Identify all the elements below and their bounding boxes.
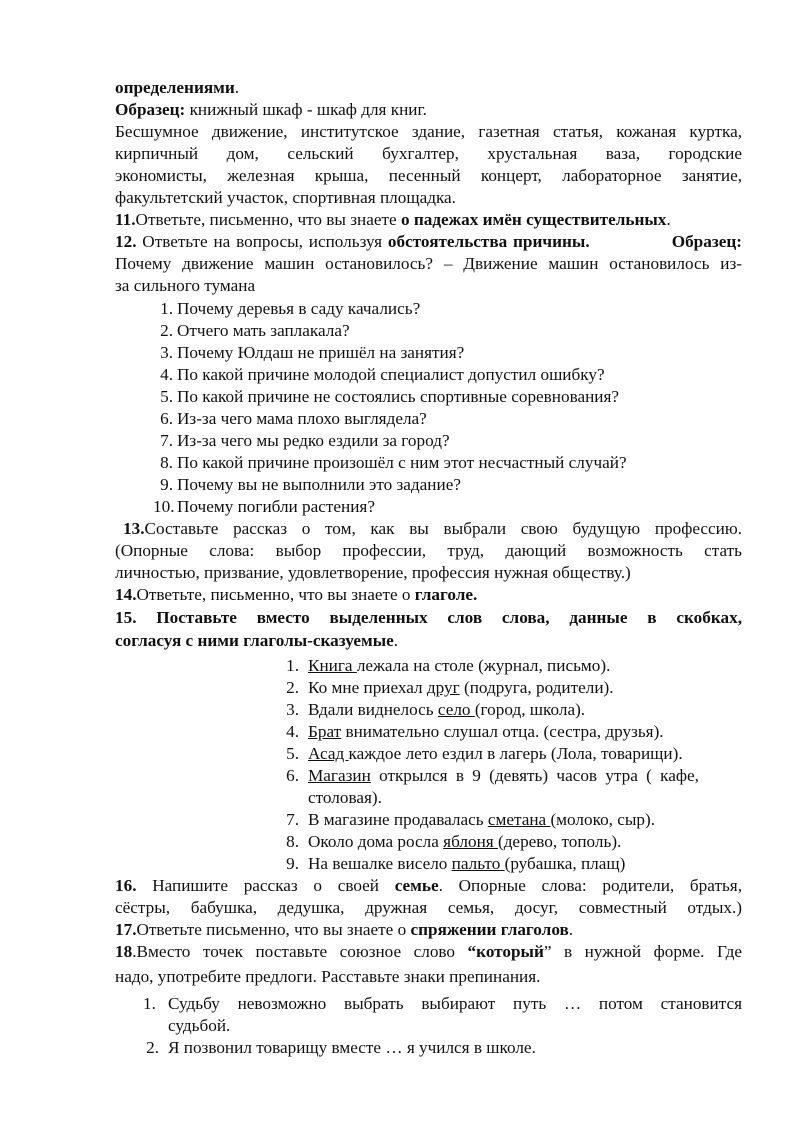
- highlighted-word: село: [437, 700, 475, 719]
- task-15-line-2: согласуя с ними глаголы-сказуемые.: [115, 631, 399, 650]
- highlighted-word: Асад: [308, 744, 349, 763]
- list-item: 2. Отчего мать заплакала?: [160, 321, 350, 340]
- list-item: 9. Почему вы не выполнили это задание?: [160, 475, 461, 494]
- highlighted-word: Магазин: [308, 766, 371, 785]
- highlighted-word: Брат: [308, 722, 342, 741]
- task-18-line-2: надо, употребите предлоги. Расставьте знаки препинания.: [115, 967, 541, 986]
- task-number: 14.: [115, 585, 137, 604]
- task-number: 13.: [123, 519, 145, 538]
- list-item: 7. Из-за чего мы редко ездили за город?: [160, 431, 450, 450]
- list-item: 8. Около дома росла яблоня (дерево, тополь).: [286, 832, 622, 851]
- sample-line: Образец: книжный шкаф - шкаф для книг.: [115, 100, 427, 119]
- phrases-line-1: Бесшумное движение, институтское здание, газетная статья, кожаная куртка,: [115, 122, 742, 141]
- highlighted-word: сметана: [487, 810, 551, 829]
- task-13: 13.Составьте рассказ о том, как вы выбрали свою будущую профессию.: [123, 519, 742, 538]
- task-number: 18: [115, 942, 133, 961]
- task-16: 16. Напишите рассказ о своей семье. Опорные слова: родители, братья,: [115, 876, 742, 895]
- phrases-line-2: кирпичный дом, сельский бухгалтер, хрустальная ваза, городские: [115, 144, 742, 163]
- task-number: 16.: [115, 876, 137, 895]
- list-item: 4. Брат внимательно слушал отца. (сестра, друзья).: [286, 722, 664, 741]
- task-13-line-3: личностью, призвание, удовлетворение, профессия нужная обществу.): [115, 563, 631, 582]
- task-number: 17.: [115, 920, 137, 939]
- task-12-line-2: Почему движение машин остановилось? – Движение машин остановилось из-: [115, 254, 742, 273]
- list-item: 7. В магазине продавалась сметана (молоко, сыр).: [286, 810, 656, 829]
- task-18: 18.Вместо точек поставьте союзное слово “который” в нужной форме. Где: [115, 942, 742, 961]
- phrases-line-4: факультетский участок, спортивная площадка.: [115, 188, 456, 207]
- intro-heading: определениями: [115, 78, 235, 97]
- list-item: 9. На вешалке висело пальто (рубашка, плащ): [286, 854, 626, 873]
- list-item: 8. По какой причине произошёл с ним этот несчастный случай?: [160, 453, 627, 472]
- list-item: 1. Книга лежала на столе (журнал, письмо).: [286, 656, 611, 675]
- list-item: 5. По какой причине не состоялись спортивные соревнования?: [160, 387, 620, 406]
- intro-heading-line: определениями.: [115, 78, 240, 97]
- list-item: 6. Магазин открылся в 9 (девять) часов утра ( кафе,: [286, 766, 699, 785]
- list-item-continuation: судьбой.: [168, 1016, 231, 1035]
- list-item: 2. Я позвонил товарищу вместе … я учился в школе.: [146, 1038, 536, 1057]
- task-13-line-2: (Опорные слова: выбор профессии, труд, дающий возможность стать: [115, 541, 742, 560]
- list-item: 1. Судьбу невозможно выбрать выбирают путь … потом становится: [143, 994, 742, 1013]
- highlighted-word: яблоня: [443, 832, 498, 851]
- sample-label: Образец:: [671, 232, 742, 251]
- task-17: 17.Ответьте письменно, что вы знаете о спряжении глаголов.: [115, 920, 574, 939]
- highlighted-word: Книга: [308, 656, 357, 675]
- highlighted-word: пальто: [451, 854, 505, 873]
- list-item: 3. Почему Юлдаш не пришёл на занятия?: [160, 343, 465, 362]
- list-item: 10. Почему погибли растения?: [153, 497, 375, 516]
- task-number: 12.: [115, 232, 137, 251]
- list-item: 3. Вдали виднелось село (город, школа).: [286, 700, 586, 719]
- task-number: 11.: [115, 210, 136, 229]
- sample-label: Образец:: [115, 100, 186, 119]
- highlighted-word: друг: [426, 678, 460, 697]
- list-item: 6. Из-за чего мама плохо выглядела?: [160, 409, 427, 428]
- list-item: 4. По какой причине молодой специалист допустил ошибку?: [160, 365, 605, 384]
- list-item: 5. Асад каждое лето ездил в лагерь (Лола, товарищи).: [286, 744, 683, 763]
- task-12-line-3: за сильного тумана: [115, 276, 256, 295]
- list-item-continuation: столовая).: [308, 788, 382, 807]
- task-16-line-2: сёстры, бабушка, дедушка, дружная семья, досуг, совместный отдых.): [115, 898, 742, 917]
- list-item: 2. Ко мне приехал друг (подруга, родители).: [286, 678, 614, 697]
- task-15: 15. Поставьте вместо выделенных слов слова, данные в скобках,: [115, 608, 742, 627]
- list-item: 1. Почему деревья в саду качались?: [160, 299, 421, 318]
- task-12: 12. Ответьте на вопросы, используя обстоятельства причины. Образец:: [115, 232, 742, 251]
- task-11: 11.Ответьте, письменно, что вы знаете о падежах имён существительных.: [115, 210, 671, 229]
- task-14: 14.Ответьте, письменно, что вы знаете о глаголе.: [115, 585, 478, 604]
- phrases-line-3: экономисты, железная крыша, песенный концерт, лабораторное занятие,: [115, 166, 742, 185]
